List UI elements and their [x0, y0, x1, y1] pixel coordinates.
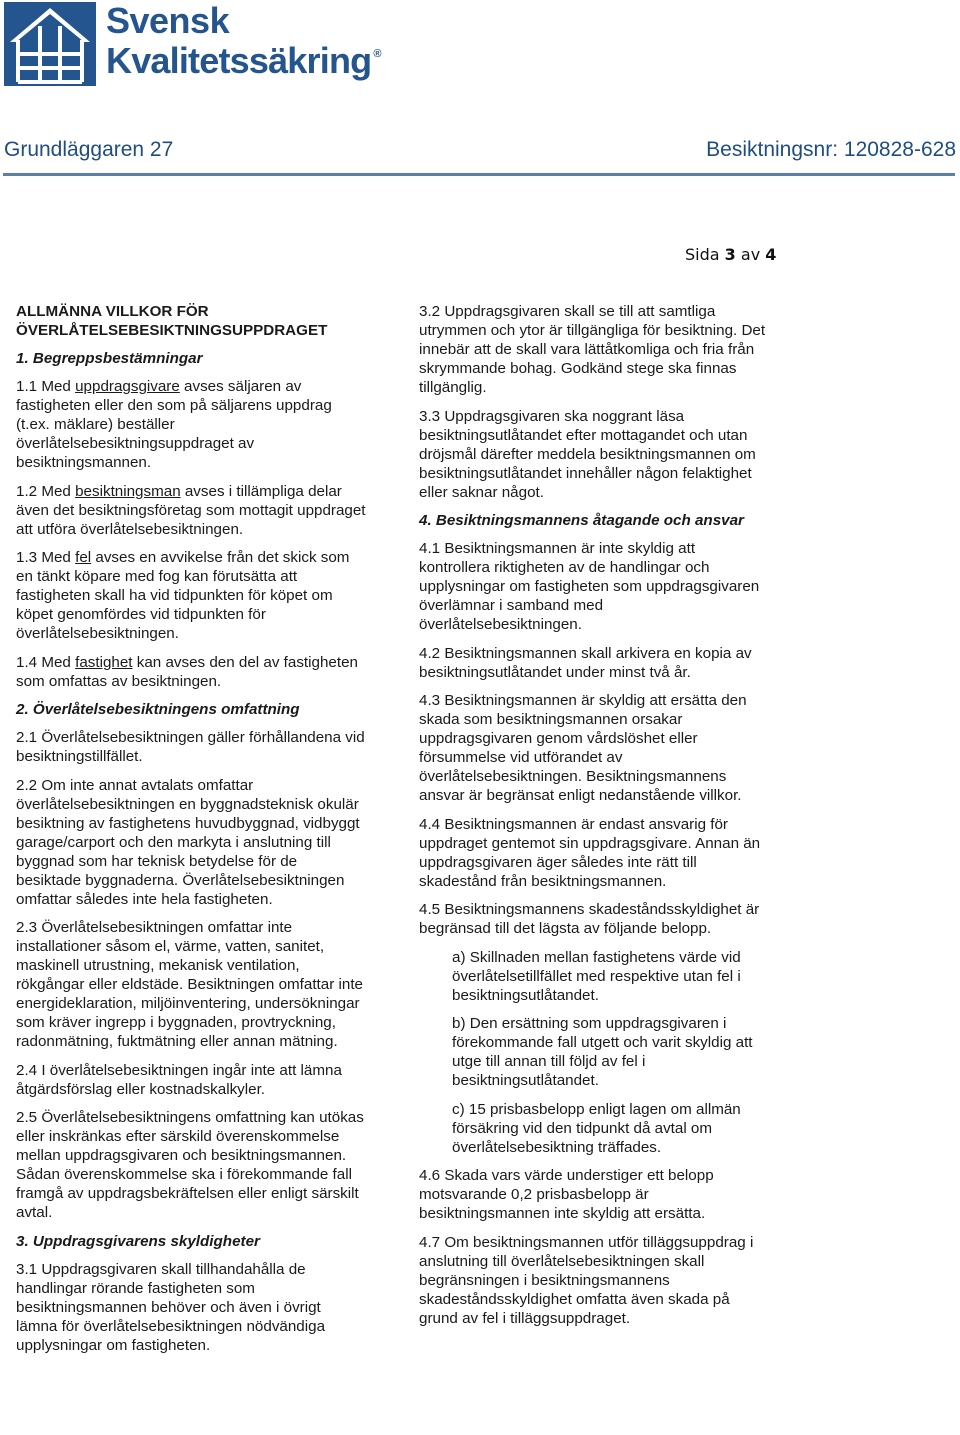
brand-name-line2 — [106, 40, 381, 82]
clause-1-1: 1.1 Med uppdragsgivare avses säljaren av fastigheten eller den som på säljarens uppdrag (t.ex. mäklare) beställer överlåtelsebesiktningsuppdraget av besiktningsmannen. — [16, 378, 332, 471]
right-column — [419, 302, 769, 1337]
clause-2-4: 2.4 I överlåtelsebesiktningen ingår inte att lämna åtgärdsförslag eller kostnadskalkyler. — [16, 1061, 342, 1098]
clause-4-3: 4.3 Besiktningsmannen är skyldig att ersätta den skada som besiktningsmannen orsakar uppdragsgivaren genom vårdslöshet eller försummelse vid utförandet av överlåtelsebesiktningen. Besiktningsmannens ansvar är begränsat enligt nedanstående villkor. — [419, 692, 747, 804]
header-divider — [3, 173, 955, 176]
page-current: 3 — [724, 245, 736, 264]
inspection-number: Besiktningsnr: 120828-628 — [706, 138, 956, 161]
clause-4-6: 4.6 Skada vars värde understiger ett belopp motsvarande 0,2 prisbasbelopp är besiktningsmannen inte skyldig att ersätta. — [419, 1167, 714, 1222]
page-total: 4 — [765, 245, 777, 264]
clause-4-5-b: b) Den ersättning som uppdragsgivaren i förekommande fall utgett och varit skyldig att utge till annan till följd av fel i besiktningsutlåtandet. — [452, 1015, 753, 1089]
brand-name-text: Kvalitetssäkring — [106, 40, 372, 81]
clause-1-4: 1.4 Med fastighet kan avses den del av fastigheten som omfattas av besiktningen. — [16, 653, 358, 690]
clause-4-4: 4.4 Besiktningsmannen är endast ansvarig för uppdraget gentemot sin uppdragsgivare. Annan än uppdragsgivaren äger således inte rätt till skadestånd från besiktningsmannen. — [419, 815, 761, 890]
registered-mark: ® — [373, 48, 381, 60]
clause-2-5: 2.5 Överlåtelsebesiktningens omfattning kan utökas eller inskränkas efter särskild överenskommelse mellan uppdragsgivaren och besiktningsmannen. Sådan överenskommelse ska i förekommande fall framgå av uppdragsbekräftelsen eller enligt särskilt avtal. — [16, 1109, 364, 1221]
page-prefix: Sida — [685, 245, 725, 264]
term-uppdragsgivare: uppdragsgivare — [75, 378, 180, 395]
house-grid-logo-icon — [4, 2, 96, 86]
document-title — [16, 302, 366, 340]
section-heading-2: 2. Överlåtelsebesiktningens omfattning — [16, 701, 300, 718]
clause-4-1: 4.1 Besiktningsmannen är inte skyldig att kontrollera riktigheten av de handlingar och upplysningar om fastigheten som uppdragsgivaren överlämnar i samband med överlåtelsebesiktningen. — [419, 540, 760, 633]
clause-4-5: 4.5 Besiktningsmannens skadeståndsskyldighet är begränsad till det lägsta av följande belopp. — [419, 901, 760, 937]
clause-2-2: 2.2 Om inte annat avtalats omfattar överlåtelsebesiktningen en byggnadsteknisk okulär besiktning av fastighetens huvudbyggnad, vidbyggt garage/carport och den markyta i anslutning till byggnad som har teknisk betydelse för de besiktade byggnaderna. Överlåtelsebesiktningen omfattar således inte hela fastigheten. — [16, 776, 360, 908]
clause-1-2: 1.2 Med besiktningsman avses i tillämpliga delar även det besiktningsföretag som mottagit uppdraget att utföra överlåtelsebesiktningen. — [16, 482, 366, 538]
clause-4-5-a: a) Skillnaden mellan fastighetens värde vid överlåtelsetillfället med respektive utan fel i besiktningsutlåtandet. — [452, 948, 741, 1004]
clause-3-3: 3.3 Uppdragsgivaren ska noggrant läsa besiktningsutlåtandet efter mottagandet och utan dröjsmål därefter meddela besiktningsmannen om besiktningsutlåtandet innehåller någon felaktighet eller saknar något. — [419, 407, 756, 501]
document-title-line1: ALLMÄNNA VILLKOR FÖR — [16, 303, 209, 320]
section-heading-3: 3. Uppdragsgivarens skyldigheter — [16, 1232, 260, 1250]
left-column — [16, 302, 366, 1364]
term-fel: fel — [75, 549, 92, 566]
page-number — [685, 245, 776, 264]
clause-4-5-c: c) 15 prisbasbelopp enligt lagen om allmän försäkring vid den tidpunkt då avtal om överlåtelsebesiktning träffades. — [452, 1100, 741, 1156]
clause-2-1: 2.1 Överlåtelsebesiktningen gäller förhållandena vid besiktningstillfället. — [16, 729, 365, 765]
clause-3-2: 3.2 Uppdragsgivaren skall se till att samtliga utrymmen och ytor är tillgängliga för besiktning. Det innebär att de skall vara lättåtkomliga och fria från skrymmande bohag. Godkänd stege ska finnas tillgänglig. — [419, 303, 766, 396]
section-heading-4: 4. Besiktningsmannens åtagande och ansvar — [419, 512, 744, 529]
clause-4-2: 4.2 Besiktningsmannen skall arkivera en kopia av besiktningsutlåtandet under minst två år. — [419, 644, 752, 681]
term-besiktningsman: besiktningsman — [75, 482, 181, 500]
property-address: Grundläggaren 27 — [4, 138, 174, 161]
document-title-line2: ÖVERLÅTELSEBESIKTNINGSUPPDRAGET — [16, 322, 328, 339]
clause-1-3: 1.3 Med fel avses en avvikelse från det skick som en tänkt köpare med fog kan förutsätta att fastigheten skall ha vid tidpunkten för köpet om köpet genomfördes vid tidpunkten för överlåtelsebesiktningen. — [16, 549, 350, 642]
brand-name-line1: Svensk — [106, 0, 230, 41]
company-logo — [4, 2, 404, 86]
page-middle: av — [735, 245, 766, 264]
clause-4-7: 4.7 Om besiktningsmannen utför tilläggsuppdrag i anslutning till överlåtelsebesiktningen skall begränsningen i besiktningsmannens skadeståndsskyldighet omfatta även skada på grund av fel i tilläggsuppdraget. — [419, 1233, 754, 1327]
term-fastighet: fastighet — [75, 653, 133, 671]
section-heading-1: 1. Begreppsbestämningar — [16, 350, 203, 367]
clause-3-1: 3.1 Uppdragsgivaren skall tillhandahålla de handlingar rörande fastigheten som besiktningsmannen behöver och även i övrigt lämna för överlåtelsebesiktningen nödvändiga upplysningar om fastigheten. — [16, 1260, 326, 1354]
clause-2-3: 2.3 Överlåtelsebesiktningen omfattar inte installationer såsom el, värme, vatten, sanitet, maskinell utrustning, mekanisk ventilation, rökgångar eller eldstäde. Besiktningen omfattar inte energideklaration, miljöinventering, undersökningar som kräver ingrepp i byggnaden, provtryckning, radonmätning, fuktmätning eller annan mätning. — [16, 919, 363, 1050]
